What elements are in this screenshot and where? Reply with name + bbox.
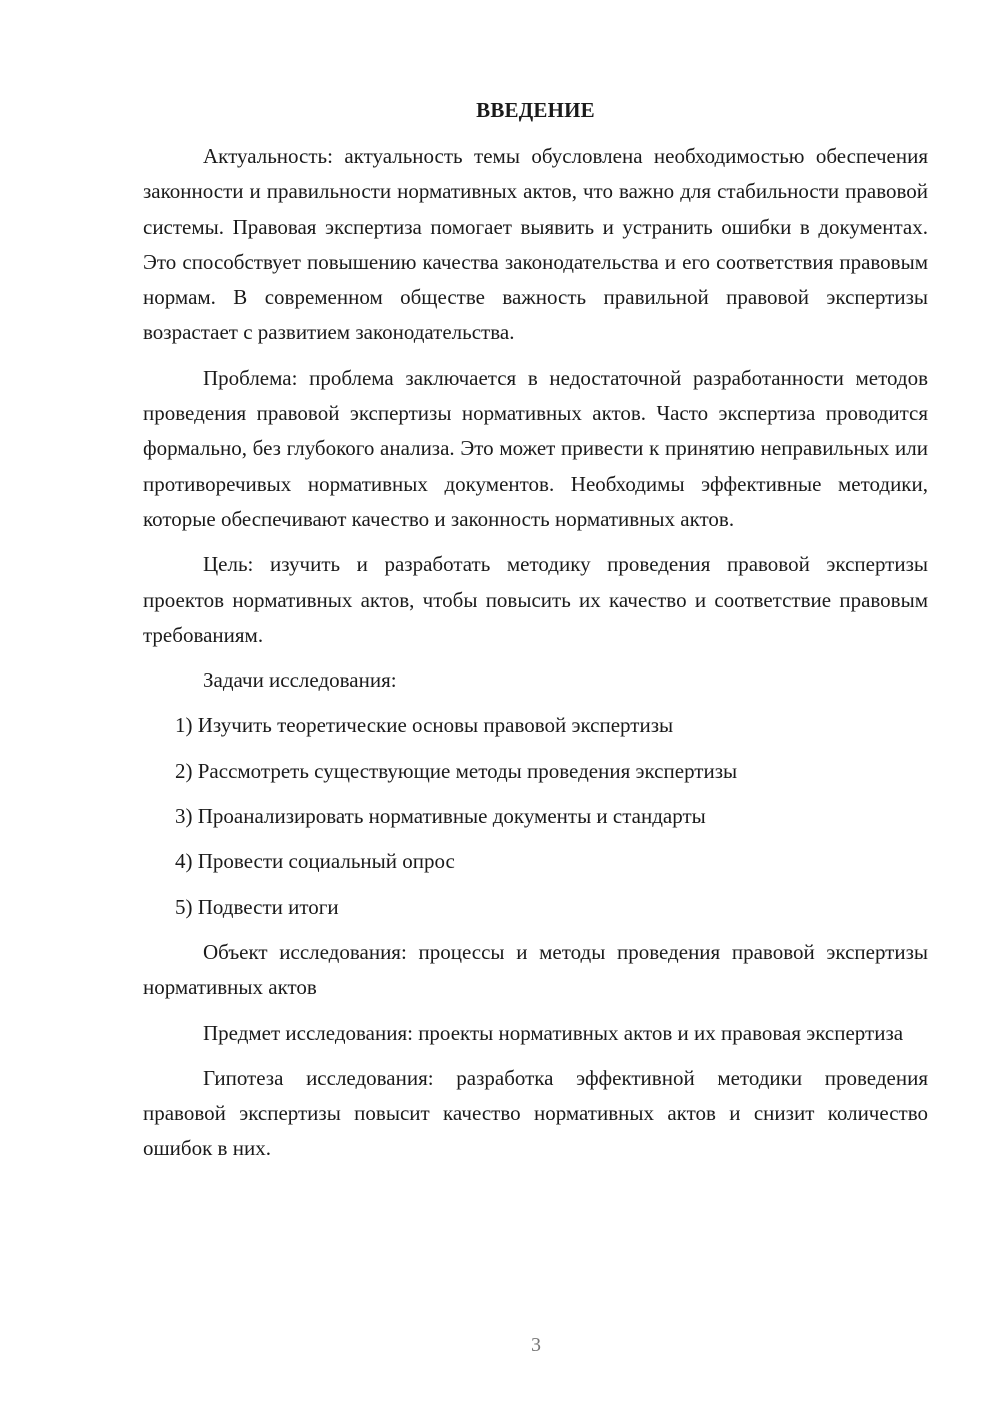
tasks-title: Задачи исследования: bbox=[203, 668, 397, 693]
paragraph-problem: Проблема: проблема заключается в недостаточной разработанности методов проведения правовой экспертизы нормативных актов. Часто экспертиза проводится формально, без глубокого анализа. Это может привести к принятию неправильных или противоречивых нормативных документов. Необходимы эффективные методики, которые обеспечивают качество и законность нормативных актов. bbox=[143, 365, 928, 531]
list-item: 1) Изучить теоретические основы правовой экспертизы bbox=[175, 713, 674, 738]
page-number: 3 bbox=[531, 1334, 541, 1356]
list-item: 3) Проанализировать нормативные документы и стандарты bbox=[175, 804, 706, 829]
document-heading: ВВЕДЕНИЕ bbox=[476, 98, 595, 122]
list-item: 5) Подвести итоги bbox=[175, 894, 339, 919]
paragraph-subject: Предмет исследования: проекты нормативных актов и их правовая экспертиза bbox=[203, 1020, 904, 1045]
paragraph-goal: Цель: изучить и разработать методику проведения правовой экспертизы проектов нормативных актов, чтобы повысить их качество и соответствие правовым требованиям. bbox=[143, 552, 928, 647]
list-item: 4) Провести социальный опрос bbox=[175, 849, 455, 874]
list-item: 2) Рассмотреть существующие методы проведения экспертизы bbox=[175, 758, 738, 783]
tasks-list bbox=[143, 708, 928, 924]
paragraph-hypothesis: Гипотеза исследования: разработка эффективной методики проведения правовой экспертизы повысит качество нормативных актов и снизит количество ошибок в них. bbox=[143, 1065, 928, 1161]
document-page bbox=[143, 95, 928, 1177]
paragraph-relevance: Актуальность: актуальность темы обусловлена необходимостью обеспечения законности и правильности нормативных актов, что важно для стабильности правовой системы. Правовая экспертиза помогает выявить и устранить ошибки в документах. Это способствует повышению качества законодательства и его соответствия правовым нормам. В современном обществе важность правильной правовой экспертизы возрастает с развитием законодательства. bbox=[143, 144, 928, 345]
paragraph-object: Объект исследования: процессы и методы проведения правовой экспертизы нормативных актов bbox=[143, 939, 928, 1000]
